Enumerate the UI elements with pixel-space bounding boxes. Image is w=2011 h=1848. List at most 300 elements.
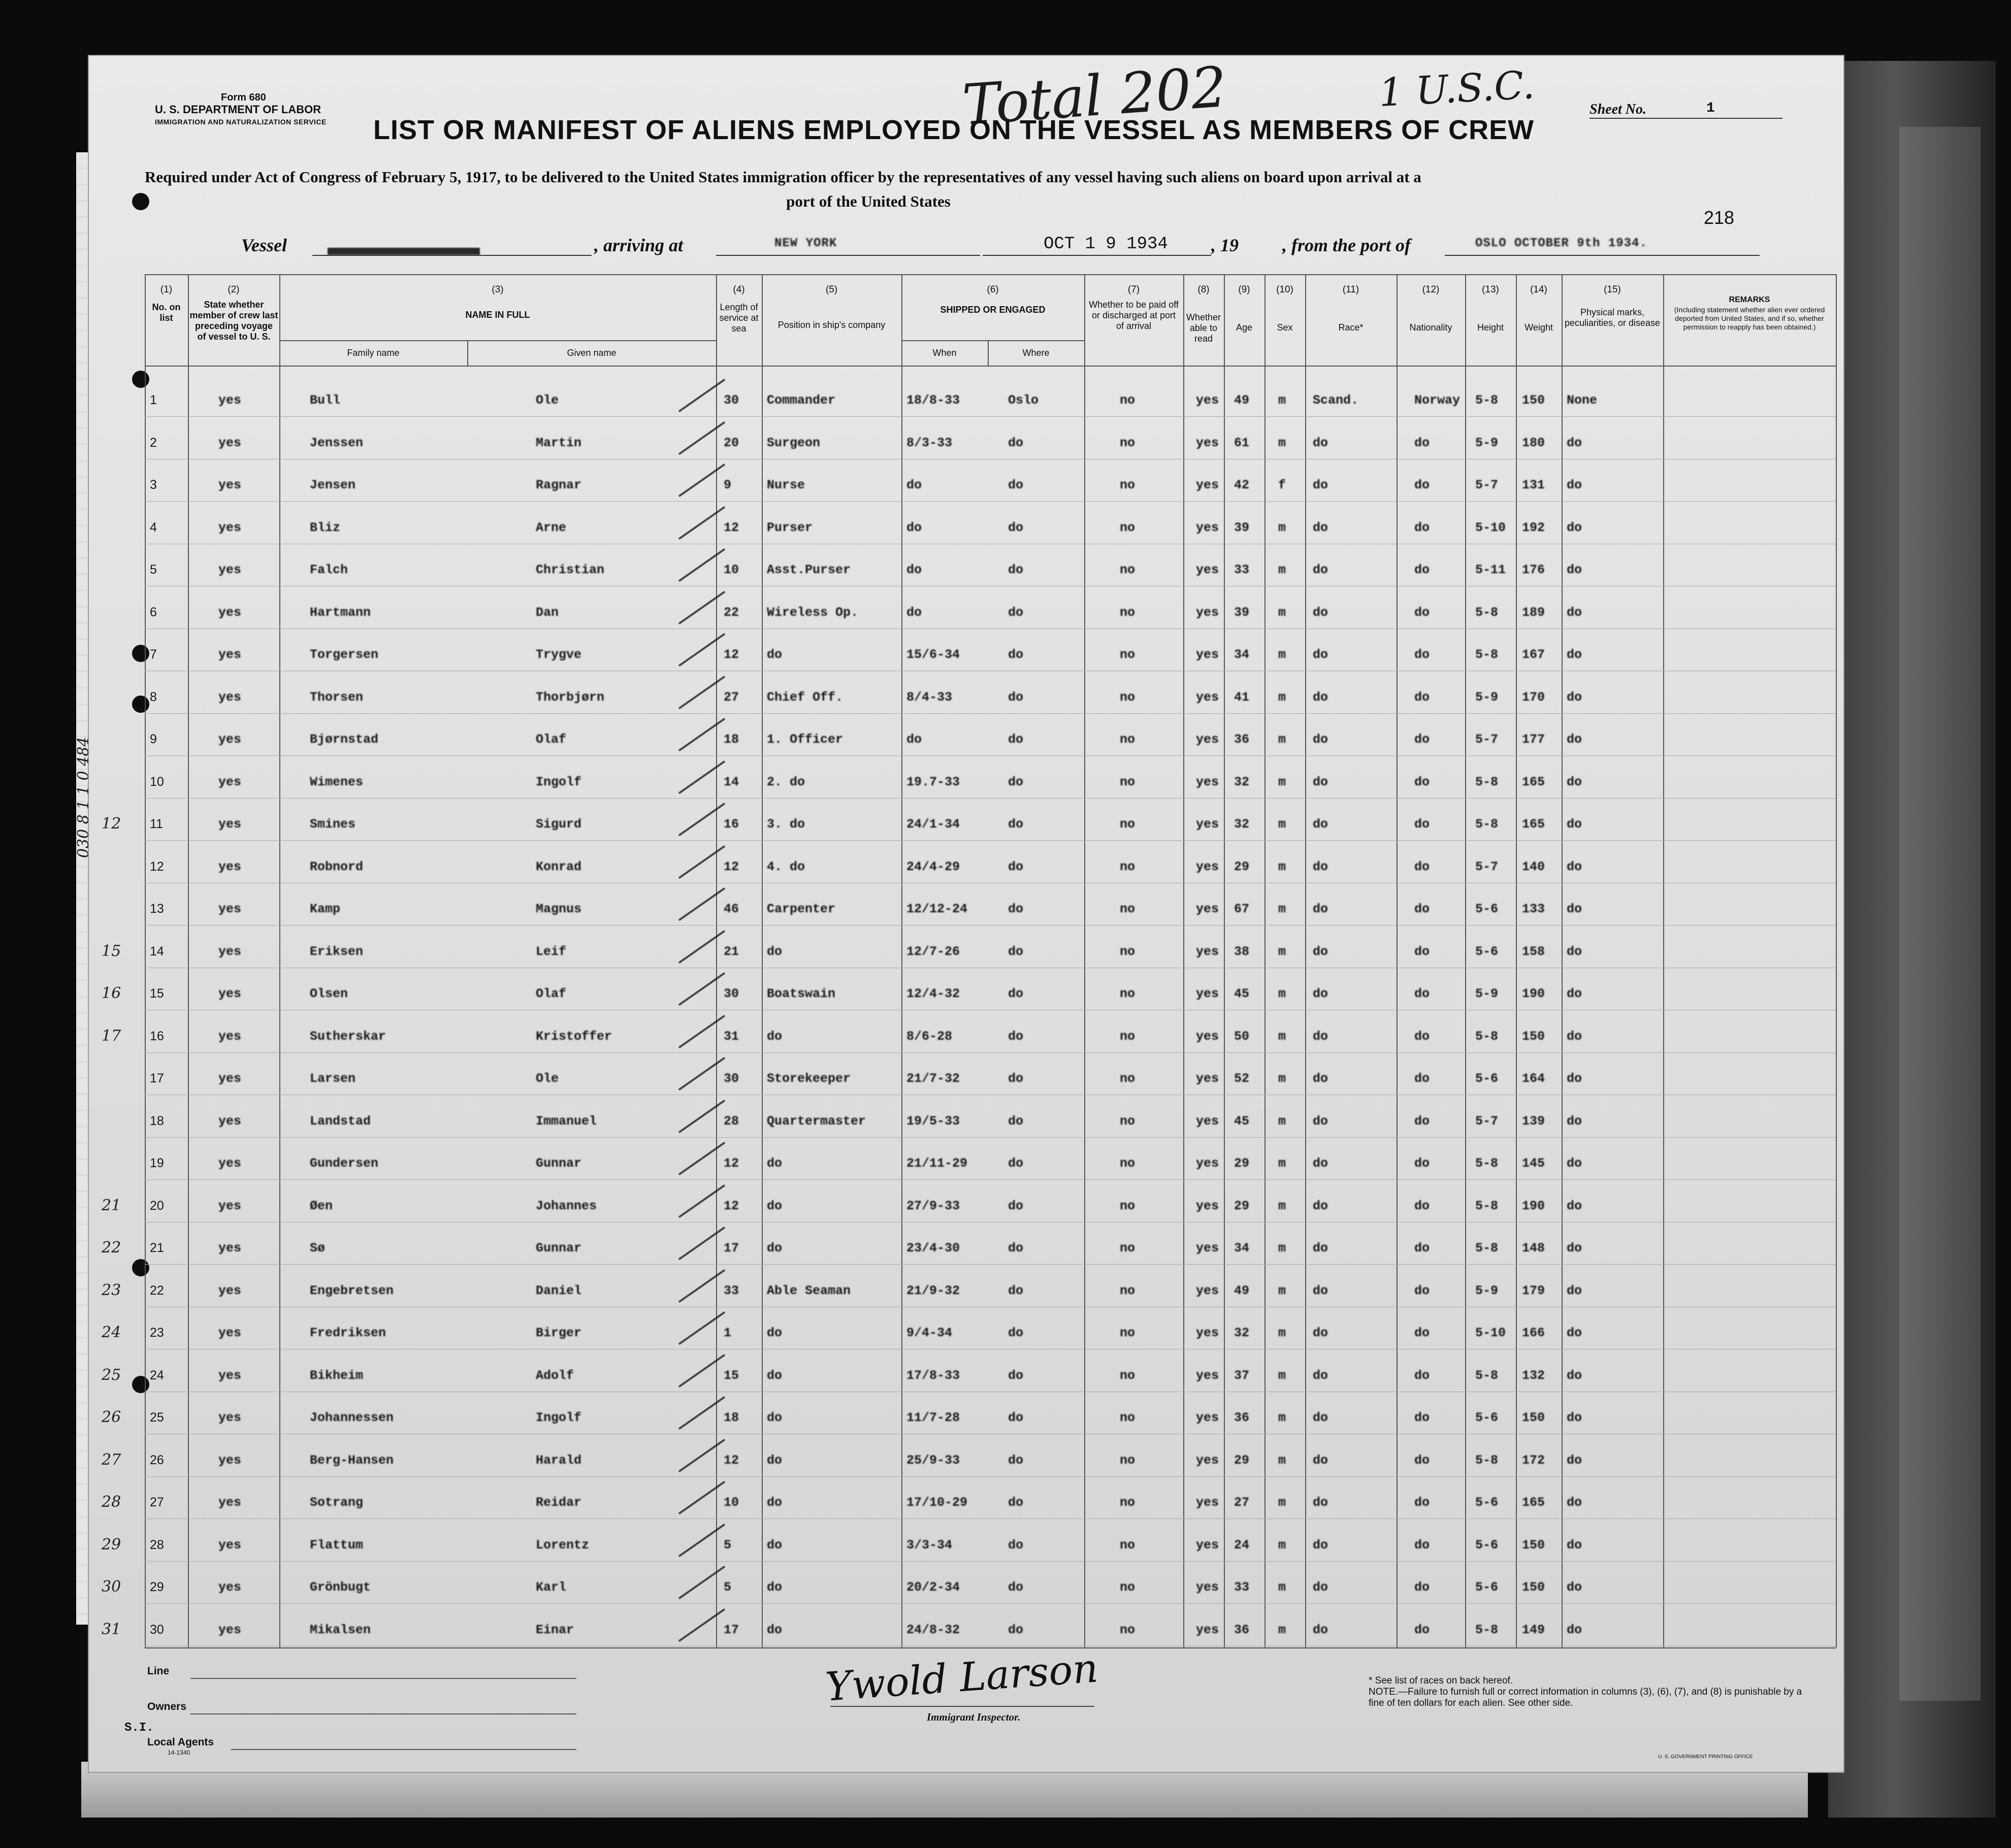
cell-where: do	[1008, 1537, 1024, 1553]
col-num-7: (7)	[1127, 284, 1140, 295]
check-mark	[678, 930, 725, 963]
cell-last: yes	[218, 1326, 242, 1340]
cell-when: 15/6-34	[906, 647, 960, 662]
cell-family: Bliz	[310, 520, 341, 535]
handwritten-note: 1 U.S.C.	[1377, 62, 1536, 115]
cell-race: do	[1313, 689, 1328, 705]
cell-weight: 189	[1522, 605, 1545, 620]
cell-sex: m	[1278, 1283, 1286, 1298]
cell-no: 28	[150, 1537, 164, 1552]
cell-race: do	[1313, 774, 1328, 789]
cell-height: 5-8	[1475, 1368, 1499, 1383]
check-mark	[678, 1099, 725, 1133]
cell-race: do	[1313, 1198, 1328, 1213]
check-mark	[678, 379, 725, 412]
cell-weight: 179	[1522, 1283, 1545, 1298]
cell-position: do	[767, 1326, 783, 1340]
cell-given: Leif	[536, 944, 567, 959]
cell-paid-off: no	[1120, 1113, 1136, 1129]
table-row	[102, 1483, 1836, 1524]
cell-family: Johannessen	[310, 1410, 394, 1425]
cell-where: do	[1008, 986, 1024, 1001]
cell-sex: m	[1278, 732, 1286, 747]
cell-nationality: do	[1414, 1283, 1430, 1298]
header-when: When	[932, 348, 957, 358]
col-num-6: (6)	[987, 284, 999, 295]
cell-when: 24/8-32	[906, 1622, 960, 1637]
header-remarks-detail: (Including statement whether alien ever ordered deported from United States, and if so, whether permission to reapply has been obtained.)	[1674, 306, 1825, 331]
cell-nationality: do	[1414, 1326, 1430, 1340]
cell-weight: 148	[1522, 1241, 1545, 1256]
cell-given: Thorbjørn	[536, 689, 605, 705]
cell-where: do	[1008, 605, 1024, 620]
cell-when: 3/3-34	[906, 1537, 953, 1553]
table-row	[145, 1059, 1836, 1100]
table-row	[145, 550, 1836, 591]
cell-age: 36	[1234, 732, 1250, 747]
cell-last: yes	[218, 563, 242, 577]
inspector-signature: Ywold Larson	[824, 1645, 1100, 1710]
cell-age: 29	[1234, 1453, 1250, 1468]
cell-last: yes	[218, 1368, 242, 1383]
cell-position: do	[767, 1580, 783, 1595]
cell-given: Olaf	[536, 986, 567, 1001]
subtitle-line-2: port of the United States	[786, 192, 951, 210]
line-label: Line	[147, 1665, 170, 1677]
cell-marks: do	[1567, 435, 1582, 450]
cell-marks: do	[1567, 647, 1582, 662]
form-number: Form 680	[221, 92, 266, 103]
table-row	[102, 1017, 1836, 1058]
cell-age: 32	[1234, 1326, 1250, 1340]
header-state-whether: State whether member of crew last preceding voyage of vessel to U. S.	[189, 300, 278, 342]
cell-no: 9	[150, 732, 157, 746]
col-num-12: (12)	[1422, 284, 1440, 295]
cell-service: 12	[724, 1156, 739, 1171]
cell-where: do	[1008, 520, 1024, 535]
cell-race: do	[1313, 1580, 1328, 1595]
cell-read: yes	[1196, 1453, 1219, 1468]
cell-last: yes	[218, 435, 242, 450]
cell-height: 5-8	[1475, 1622, 1499, 1637]
cell-marks: do	[1567, 1156, 1582, 1171]
form-header-block	[155, 91, 327, 128]
cell-paid-off: no	[1120, 732, 1136, 747]
cell-given: Adolf	[536, 1368, 574, 1383]
margin-row-number: 30	[102, 1578, 121, 1596]
cell-age: 29	[1234, 1156, 1250, 1171]
cell-marks: do	[1567, 1241, 1582, 1256]
cell-family: Robnord	[310, 859, 364, 874]
cell-no: 29	[150, 1580, 164, 1594]
cell-read: yes	[1196, 902, 1219, 916]
cell-read: yes	[1196, 1029, 1219, 1044]
cell-service: 17	[724, 1241, 739, 1256]
table-row	[102, 974, 1836, 1015]
check-mark	[678, 1184, 725, 1217]
cell-given: Johannes	[536, 1198, 597, 1213]
table-row	[145, 847, 1836, 888]
cell-where: do	[1008, 1156, 1024, 1171]
cell-read: yes	[1196, 1113, 1219, 1129]
arrival-port: NEW YORK	[774, 237, 837, 250]
cell-nationality: do	[1414, 605, 1430, 620]
cell-no: 17	[150, 1071, 164, 1085]
cell-nationality: do	[1414, 563, 1430, 577]
cell-when: 17/10-29	[906, 1495, 968, 1510]
cell-paid-off: no	[1120, 1495, 1136, 1510]
table-row	[102, 805, 1836, 845]
cell-age: 39	[1234, 605, 1250, 620]
cell-last: yes	[218, 986, 242, 1001]
cell-no: 12	[150, 859, 164, 874]
cell-given: Ole	[536, 393, 559, 408]
cell-no: 7	[150, 647, 157, 662]
cell-height: 5-8	[1475, 1156, 1499, 1171]
cell-sex: m	[1278, 647, 1286, 662]
cell-family: Sutherskar	[310, 1029, 386, 1044]
col-num-3: (3)	[492, 284, 504, 295]
cell-read: yes	[1196, 1495, 1219, 1510]
cell-last: yes	[218, 1410, 242, 1425]
cell-paid-off: no	[1120, 1156, 1136, 1171]
table-row	[145, 720, 1836, 761]
cell-sex: m	[1278, 435, 1286, 450]
cell-age: 32	[1234, 774, 1250, 789]
cell-where: do	[1008, 1283, 1024, 1298]
cell-nationality: do	[1414, 520, 1430, 535]
header-sex: Sex	[1277, 322, 1293, 333]
cell-when: 20/2-34	[906, 1580, 960, 1595]
cell-marks: do	[1567, 1410, 1582, 1425]
cell-paid-off: no	[1120, 1283, 1136, 1298]
cell-sex: m	[1278, 986, 1286, 1001]
cell-paid-off: no	[1120, 1241, 1136, 1256]
cell-sex: m	[1278, 1198, 1286, 1213]
cell-where: do	[1008, 1029, 1024, 1044]
cell-sex: m	[1278, 1453, 1286, 1468]
cell-weight: 180	[1522, 435, 1545, 450]
cell-where: do	[1008, 435, 1024, 450]
cell-race: do	[1313, 435, 1328, 450]
cell-where: do	[1008, 478, 1024, 492]
cell-height: 5-7	[1475, 478, 1499, 492]
cell-paid-off: no	[1120, 478, 1136, 492]
check-mark	[678, 1227, 725, 1260]
cell-marks: do	[1567, 1368, 1582, 1383]
cell-race: do	[1313, 859, 1328, 874]
cell-weight: 139	[1522, 1113, 1545, 1129]
year-label: , 19	[1211, 235, 1239, 255]
cell-age: 49	[1234, 1283, 1250, 1298]
cell-read: yes	[1196, 478, 1219, 492]
cell-last: yes	[218, 1537, 242, 1553]
col-num-8: (8)	[1197, 284, 1210, 295]
check-mark	[678, 506, 725, 539]
col-num-13: (13)	[1482, 284, 1499, 295]
cell-when: 8/6-28	[906, 1029, 953, 1044]
cell-nationality: do	[1414, 1622, 1430, 1637]
table-row	[102, 1229, 1836, 1269]
cell-where: do	[1008, 1453, 1024, 1468]
cell-last: yes	[218, 1113, 242, 1129]
check-mark	[678, 1269, 725, 1302]
cell-no: 4	[150, 520, 157, 535]
col-num-14: (14)	[1530, 284, 1547, 295]
cell-paid-off: no	[1120, 1198, 1136, 1213]
cell-paid-off: no	[1120, 1029, 1136, 1044]
cell-read: yes	[1196, 986, 1219, 1001]
check-mark	[678, 1057, 725, 1091]
cell-position: 1. Officer	[767, 732, 844, 747]
cell-no: 20	[150, 1198, 164, 1213]
cell-family: Hartmann	[310, 605, 371, 620]
cell-when: 25/9-33	[906, 1453, 960, 1468]
vessel-name-redacted	[328, 239, 480, 260]
col-num-4: (4)	[733, 284, 745, 295]
table-row	[102, 1398, 1836, 1439]
cell-height: 5-7	[1475, 859, 1499, 874]
cell-paid-off: no	[1120, 605, 1136, 620]
cell-sex: m	[1278, 1537, 1286, 1553]
cell-service: 30	[724, 1071, 739, 1086]
cell-weight: 133	[1522, 902, 1545, 916]
cell-when: 24/1-34	[906, 817, 960, 832]
cell-read: yes	[1196, 435, 1219, 450]
cell-age: 36	[1234, 1622, 1250, 1637]
cell-nationality: do	[1414, 1580, 1430, 1595]
cell-last: yes	[218, 732, 242, 747]
agents-form-code: 14-1340	[168, 1749, 190, 1756]
cell-where: do	[1008, 1326, 1024, 1340]
cell-family: Thorsen	[310, 689, 364, 705]
cell-race: do	[1313, 1029, 1328, 1044]
department-name: U. S. DEPARTMENT OF LABOR	[155, 103, 321, 116]
cell-service: 20	[724, 435, 739, 450]
cell-weight: 165	[1522, 774, 1545, 789]
cell-service: 14	[724, 774, 739, 789]
margin-handwritten-code: 030 8 1 1 0 484	[75, 737, 92, 858]
cell-read: yes	[1196, 1410, 1219, 1425]
table-row	[102, 1610, 1836, 1651]
table-row	[102, 1568, 1836, 1608]
cell-sex: m	[1278, 1241, 1286, 1256]
cell-where: do	[1008, 732, 1024, 747]
check-mark	[678, 590, 725, 624]
cell-no: 19	[150, 1156, 164, 1170]
cell-given: Ole	[536, 1071, 559, 1086]
cell-height: 5-9	[1475, 986, 1499, 1001]
cell-position: Carpenter	[767, 902, 836, 916]
cell-weight: 140	[1522, 859, 1545, 874]
cell-where: do	[1008, 1368, 1024, 1383]
check-mark	[678, 1354, 725, 1387]
cell-sex: m	[1278, 1368, 1286, 1383]
cell-service: 16	[724, 817, 739, 832]
cell-family: Eriksen	[310, 944, 364, 959]
cell-given: Olaf	[536, 732, 567, 747]
cell-age: 45	[1234, 1113, 1250, 1129]
table-row	[145, 381, 1836, 421]
cell-race: do	[1313, 1326, 1328, 1340]
check-mark	[678, 421, 725, 454]
cell-height: 5-11	[1475, 563, 1506, 577]
cell-given: Christian	[536, 563, 605, 577]
cell-where: do	[1008, 1071, 1024, 1086]
cell-nationality: do	[1414, 1113, 1430, 1129]
cell-no: 10	[150, 774, 164, 789]
cell-position: do	[767, 944, 783, 959]
check-mark	[678, 760, 725, 794]
arriving-label: , arriving at	[594, 235, 684, 255]
cell-given: Dan	[536, 605, 559, 620]
cell-no: 16	[150, 1029, 164, 1043]
cell-read: yes	[1196, 1580, 1219, 1595]
header-able-to-read: Whether able to read	[1186, 312, 1221, 344]
cell-given: Gunnar	[536, 1156, 582, 1171]
check-mark	[678, 1523, 725, 1557]
header-family-name: Family name	[347, 348, 400, 358]
cell-read: yes	[1196, 1071, 1219, 1086]
cell-weight: 165	[1522, 1495, 1545, 1510]
cell-paid-off: no	[1120, 1410, 1136, 1425]
cell-family: Jenssen	[310, 435, 364, 450]
cell-no: 11	[150, 817, 163, 831]
cell-height: 5-8	[1475, 817, 1499, 832]
arrival-date-stamp: OCT 1 9 1934	[1044, 235, 1168, 254]
cell-when: 21/11-29	[906, 1156, 968, 1171]
cell-no: 23	[150, 1326, 164, 1340]
cell-last: yes	[218, 1241, 242, 1256]
cell-given: Magnus	[536, 902, 582, 916]
check-mark	[678, 718, 725, 751]
cell-read: yes	[1196, 563, 1219, 577]
cell-race: do	[1313, 1368, 1328, 1383]
cell-weight: 167	[1522, 647, 1545, 662]
cell-no: 30	[150, 1622, 164, 1637]
cell-race: do	[1313, 1410, 1328, 1425]
cell-given: Birger	[536, 1326, 582, 1340]
cell-height: 5-6	[1475, 902, 1499, 916]
cell-read: yes	[1196, 1326, 1219, 1340]
cell-given: Harald	[536, 1453, 582, 1468]
cell-where: do	[1008, 1580, 1024, 1595]
cell-read: yes	[1196, 817, 1219, 832]
cell-sex: f	[1278, 478, 1286, 492]
cell-age: 61	[1234, 435, 1250, 450]
cell-height: 5-9	[1475, 689, 1499, 705]
cell-when: 8/3-33	[906, 435, 953, 450]
cell-read: yes	[1196, 859, 1219, 874]
cell-height: 5-7	[1475, 1113, 1499, 1129]
cell-family: Berg-Hansen	[310, 1453, 394, 1468]
cell-paid-off: no	[1120, 520, 1136, 535]
cell-nationality: do	[1414, 986, 1430, 1001]
cell-height: 5-8	[1475, 774, 1499, 789]
from-port-label: , from the port of	[1282, 235, 1411, 255]
cell-sex: m	[1278, 689, 1286, 705]
cell-marks: do	[1567, 817, 1582, 832]
cell-marks: do	[1567, 1326, 1582, 1340]
table-row	[145, 678, 1836, 718]
cell-service: 17	[724, 1622, 739, 1637]
cell-given: Arne	[536, 520, 567, 535]
cell-read: yes	[1196, 1537, 1219, 1553]
cell-sex: m	[1278, 944, 1286, 959]
cell-position: Commander	[767, 393, 836, 408]
cell-when: 23/4-30	[906, 1241, 960, 1256]
cell-sex: m	[1278, 774, 1286, 789]
cell-where: do	[1008, 1410, 1024, 1425]
cell-weight: 150	[1522, 1537, 1545, 1553]
cell-height: 5-7	[1475, 732, 1499, 747]
cell-sex: m	[1278, 1495, 1286, 1510]
cell-where: do	[1008, 1241, 1024, 1256]
cell-height: 5-6	[1475, 1537, 1499, 1553]
cell-read: yes	[1196, 944, 1219, 959]
cell-weight: 150	[1522, 393, 1545, 408]
cell-when: 19/5-33	[906, 1113, 960, 1129]
cell-nationality: do	[1414, 1156, 1430, 1171]
cell-when: 12/7-26	[906, 944, 960, 959]
cell-where: Oslo	[1008, 393, 1039, 408]
cell-position: do	[767, 1029, 783, 1044]
cell-given: Reidar	[536, 1495, 582, 1510]
cell-last: yes	[218, 1071, 242, 1086]
cell-nationality: do	[1414, 689, 1430, 705]
cell-marks: do	[1567, 944, 1582, 959]
cell-nationality: do	[1414, 774, 1430, 789]
cell-nationality: do	[1414, 1453, 1430, 1468]
manifest-footer	[124, 1645, 1836, 1762]
check-mark	[678, 972, 725, 1006]
check-mark	[678, 675, 725, 709]
cell-sex: m	[1278, 1622, 1286, 1637]
cell-age: 42	[1234, 478, 1250, 492]
check-mark	[678, 548, 725, 582]
cell-race: do	[1313, 647, 1328, 662]
cell-position: do	[767, 1622, 783, 1637]
cell-last: yes	[218, 647, 242, 662]
cell-given: Lorentz	[536, 1537, 590, 1553]
cell-marks: None	[1567, 393, 1598, 408]
departure-port-date: OSLO OCTOBER 9th 1934.	[1475, 237, 1647, 250]
printer-imprint: U. S. GOVERNMENT PRINTING OFFICE	[1658, 1754, 1753, 1760]
header-race: Race*	[1338, 322, 1364, 333]
table-row	[145, 466, 1836, 506]
cell-where: do	[1008, 817, 1024, 832]
cell-service: 10	[724, 1495, 739, 1510]
cell-height: 5-8	[1475, 1241, 1499, 1256]
cell-when: do	[906, 605, 922, 620]
cell-when: 11/7-28	[906, 1410, 960, 1425]
cell-service: 12	[724, 859, 739, 874]
cell-when: do	[906, 732, 922, 747]
cell-service: 12	[724, 647, 739, 662]
table-row	[145, 593, 1836, 634]
cell-paid-off: no	[1120, 902, 1136, 916]
cell-position: Quartermaster	[767, 1113, 866, 1129]
cell-age: 45	[1234, 986, 1250, 1001]
cell-where: do	[1008, 563, 1024, 577]
cell-given: Ragnar	[536, 478, 582, 492]
cell-weight: 165	[1522, 817, 1545, 832]
cell-sex: m	[1278, 1071, 1286, 1086]
cell-nationality: do	[1414, 1241, 1430, 1256]
margin-row-number: 31	[102, 1620, 121, 1638]
cell-family: Bikheim	[310, 1368, 364, 1383]
col-num-2: (2)	[228, 284, 240, 295]
